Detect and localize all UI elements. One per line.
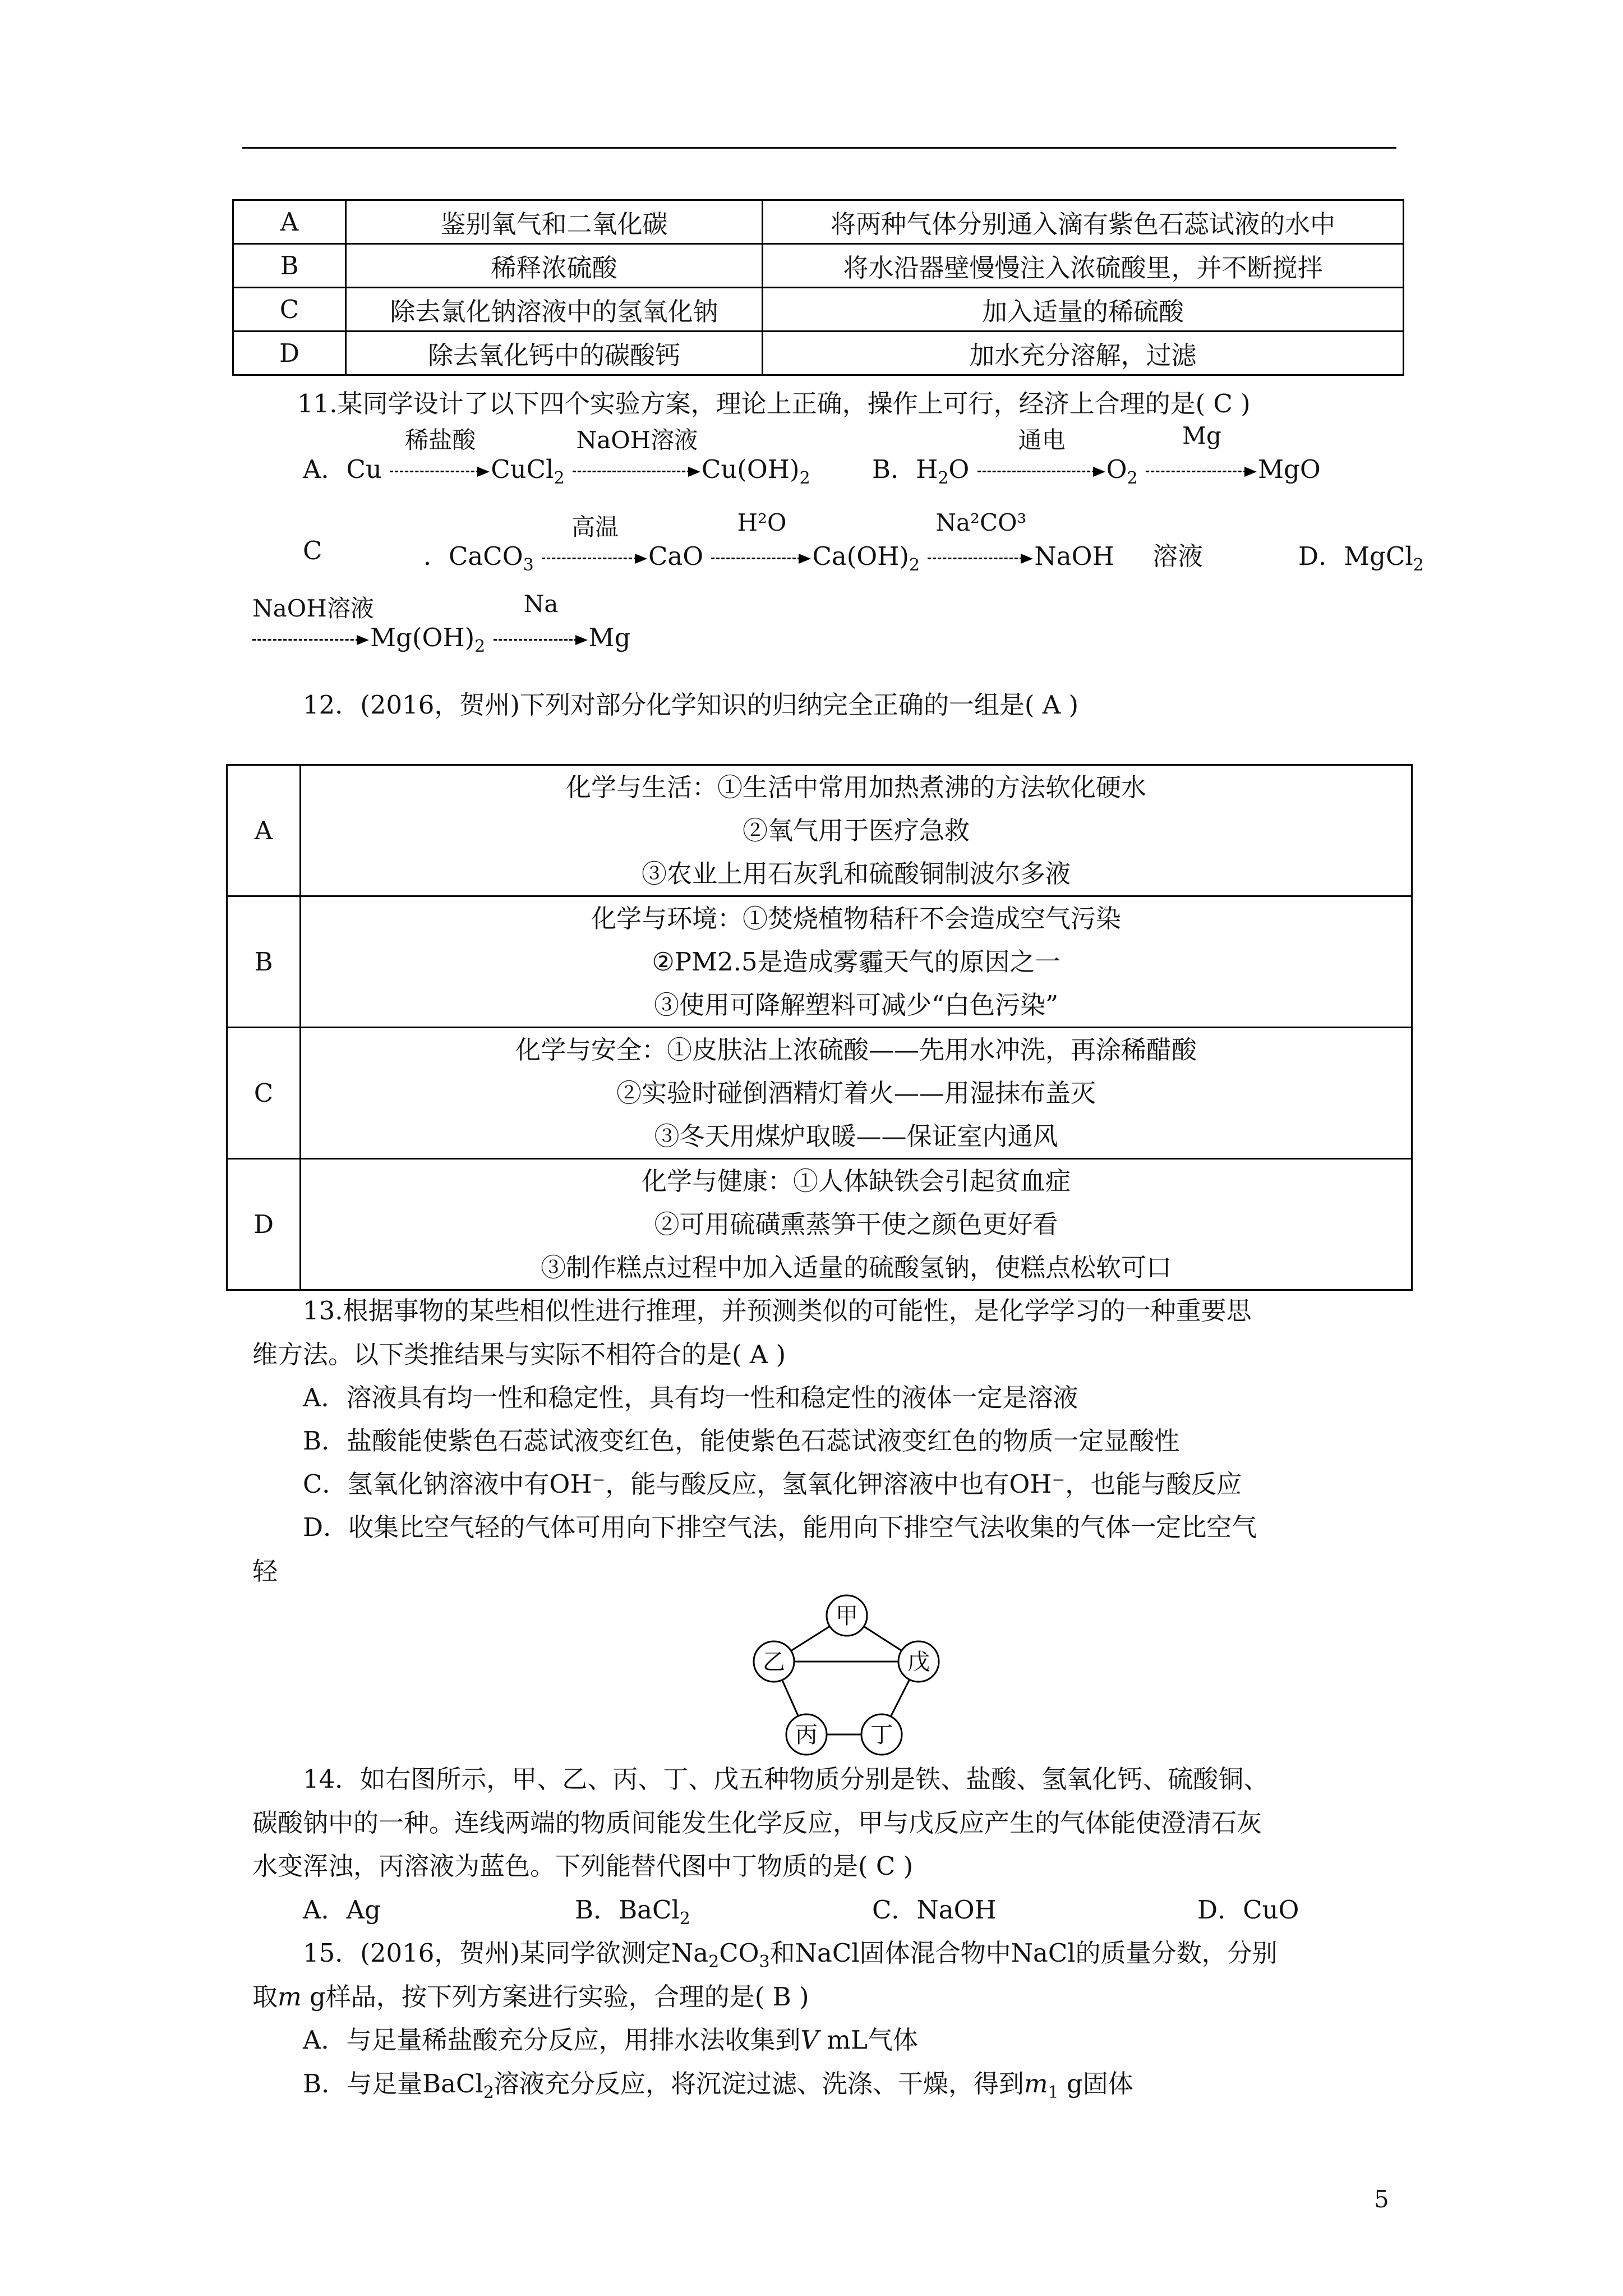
q11-option-b [872,422,1321,488]
q11-a-mid: CuCl [491,454,554,484]
q11-d-start: D．MgCl [1298,541,1413,571]
q11-b-start: B．H [872,454,938,484]
reaction-arrow [390,426,491,484]
q11-b-start-tail: O [948,454,970,484]
arrow-label: Na²CO³ [935,509,1027,536]
subscript: 3 [759,1952,770,1972]
arrow-label: Na [523,590,559,618]
row-content [301,1028,1412,1159]
experiment-purpose: 除去氯化钠溶液中的氢氧化钠 [346,288,763,332]
content-line: ③制作糕点过程中加入适量的硫酸氢钠，使糕点松软可口 [540,1253,1172,1282]
q11-a-end: Cu(OH) [701,454,800,484]
q15-stem-2-b: g样品，按下列方案进行实验，合理的是( B ) [301,1982,809,2012]
node-top: 甲 [836,1603,858,1629]
subscript: 2 [554,468,565,488]
subscript: 1 [1048,2083,1059,2102]
q13-option-a: A．溶液具有均一性和稳定性，具有均一性和稳定性的液体一定是溶液 [303,1383,1078,1412]
experiment-method: 加水充分溶解，过滤 [763,332,1404,375]
row-label: C [233,288,346,332]
content-line: 化学与环境：①焚烧植物秸秆不会造成空气污染 [591,904,1121,933]
q15-stem-1-a: 15．(2016，贺州)某同学欲测定Na [303,1938,709,1968]
row-label: D [227,1159,301,1290]
experiment-purpose: 除去氧化钙中的碳酸钙 [346,332,763,375]
q11-c-mid2: Ca(OH) [812,541,909,571]
reaction-arrow [494,590,589,652]
subscript: 2 [1413,555,1424,575]
q15-option-a [303,2019,918,2056]
row-content [301,1159,1412,1290]
content-line: ③冬天用煤炉取暖——保证室内通风 [654,1121,1058,1151]
q11-d-end: Mg [588,623,631,652]
arrow-label: 通电 [1018,426,1066,454]
node-right: 戊 [907,1649,930,1675]
q11-stem: 11.某同学设计了以下四个实验方案，理论上正确，操作上可行，经济上合理的是( C ) [297,389,1251,418]
q13-stem-1: 13.根据事物的某些相似性进行推理，并预测类似的可能性，是化学学习的一种重要思 [303,1296,1252,1326]
q14-stem-3: 水变浑浊，丙溶液为蓝色。下列能替代图中丁物质的是( C ) [252,1851,914,1881]
q15-b-pre: B．与足量BaCl [303,2069,483,2099]
q15-a-post: mL气体 [819,2025,918,2055]
node-left: 乙 [763,1649,785,1675]
table-row [227,765,1412,896]
subscript: 2 [483,2083,494,2102]
reaction-arrow [1146,422,1258,484]
q15-b-mid: 溶液充分反应，将沉淀过滤、洗涤、干燥，得到 [494,2069,1024,2099]
table-row [227,1028,1412,1159]
q11-option-c [423,509,1114,575]
row-label: B [227,896,301,1028]
content-line: ③使用可降解塑料可减少“白色污染” [653,990,1058,1020]
subscript: 2 [938,468,949,488]
content-line: ②可用硫磺熏蒸笋干使之颜色更好看 [654,1209,1058,1239]
arrow-label: Mg [1182,422,1221,449]
q13-stem-2: 维方法。以下类推结果与实际不相符合的是( A ) [252,1340,786,1369]
arrow-label: H²O [737,509,787,536]
q15-stem-2-a: 取 [252,1982,278,2012]
table-row [227,896,1412,1028]
q13-option-b: B．盐酸能使紫色石蕊试液变红色，能使紫色石蕊试液变红色的物质一定显酸性 [303,1426,1180,1456]
q15-option-b [303,2063,1133,2102]
q11-b-end: MgO [1257,454,1321,484]
q11-b-mid: O [1106,454,1127,484]
subscript: 2 [799,468,810,488]
arrow-label: 高温 [571,513,619,541]
q15-stem-1-c: 和NaCl固体混合物中NaCl的质量分数，分别 [769,1938,1278,1968]
content-line: 化学与生活：①生活中常用加热煮沸的方法软化硬水 [565,772,1146,802]
table-row [233,200,1404,244]
q14-stem-1: 14．如右图所示，甲、乙、丙、丁、戊五种物质分别是铁、盐酸、氢氧化钙、硫酸铜、 [303,1764,1269,1794]
content-line: 化学与安全：①皮肤沾上浓硫酸——先用水冲洗，再涂稀醋酸 [515,1035,1197,1065]
reaction-arrow [573,426,702,484]
arrow-label: NaOH溶液 [252,595,374,622]
experiment-method: 将两种气体分别通入滴有紫色石蕊试液的水中 [763,200,1404,244]
node-bottom-right: 丁 [870,1722,893,1748]
reaction-arrow [252,595,374,652]
variable-m1: m [1023,2069,1048,2099]
row-label: A [233,200,346,244]
q12-stem: 12．(2016，贺州)下列对部分化学知识的归纳完全正确的一组是( A ) [303,690,1079,720]
q11-option-d [1298,536,1424,575]
q15-stem-1-b: CO [719,1938,759,1968]
reaction-arrow [978,426,1106,484]
q15-b-post: g固体 [1058,2069,1133,2099]
content-line: ③农业上用石灰乳和硫酸铜制波尔多液 [641,859,1071,889]
subscript: 2 [708,1952,720,1972]
q14-option-a: A．Ag [303,1895,381,1925]
table-row [233,244,1404,288]
row-content [301,896,1412,1028]
variable-m: m [278,1982,302,2012]
q14-option-b-text: B．BaCl [575,1895,680,1925]
q13-option-c: C．氢氧化钠溶液中有OH⁻，能与酸反应，氢氧化钾溶液中也有OH⁻，也能与酸反应 [303,1469,1242,1499]
table-row [233,288,1404,332]
row-label: A [227,765,301,896]
subscript: 2 [474,637,486,656]
reaction-arrow [928,509,1034,571]
q11-c-mid1: CaO [648,541,704,571]
variable-v: V [800,2025,819,2055]
experiment-purpose: 稀释浓硫酸 [346,244,763,288]
q15-stem-2 [252,1976,809,2013]
table-row [227,1159,1412,1290]
row-label: D [233,332,346,375]
q11-option-d-cont [252,590,631,656]
q11-c-end: NaOH [1034,541,1114,571]
arrow-label: 稀盐酸 [405,426,476,454]
q11-c-start: ．CaCO [423,541,523,571]
q13-option-d-2: 轻 [252,1556,278,1586]
table-row [233,332,1404,375]
content-line: 化学与健康：①人体缺铁会引起贫血症 [641,1166,1071,1196]
q15-a-pre: A．与足量稀盐酸充分反应，用排水法收集到 [303,2025,801,2055]
experiment-method: 将水沿器壁慢慢注入浓硫酸里，并不断搅拌 [763,244,1404,288]
q11-option-c-tail: 溶液 [1152,541,1204,571]
pentagon-diagram [740,1588,942,1767]
row-content [301,765,1412,896]
experiment-method: 加入适量的稀硫酸 [763,288,1404,332]
q14-option-d: D．CuO [1197,1895,1299,1925]
header-rule [242,147,1396,149]
subscript: 2 [909,555,920,575]
q15-stem-1 [303,1932,1278,1972]
reaction-arrow [542,513,648,571]
subscript: 2 [679,1909,690,1929]
q11-option-c-label: C [303,536,322,565]
options-table [232,199,1404,376]
experiment-purpose: 鉴别氧气和二氧化碳 [346,200,763,244]
node-bottom-left: 丙 [795,1722,818,1748]
arrow-label: NaOH溶液 [576,426,698,454]
row-label: C [227,1028,301,1159]
content-line: ②氧气用于医疗急救 [742,816,970,845]
reaction-arrow [711,509,812,571]
knowledge-table [226,764,1413,1291]
q14-option-c: C．NaOH [872,1895,997,1925]
q11-option-a [303,426,810,488]
q14-stem-2: 碳酸钠中的一种。连线两端的物质间能发生化学反应，甲与戊反应产生的气体能使澄清石灰 [252,1808,1262,1838]
q13-option-d-1: D．收集比空气轻的气体可用向下排空气法，能用向下排空气法收集的气体一定比空气 [303,1512,1257,1542]
q11-d-mid: Mg(OH) [370,623,475,652]
content-line: ②实验时碰倒酒精灯着火——用湿抹布盖灭 [616,1078,1096,1108]
content-line: ②PM2.5是造成雾霾天气的原因之一 [652,947,1061,977]
subscript: 2 [1127,468,1138,488]
q11-a-start: A．Cu [303,454,382,484]
q14-option-b [575,1889,690,1929]
page-number: 5 [1374,2185,1389,2213]
subscript: 3 [523,555,534,575]
row-label: B [233,244,346,288]
